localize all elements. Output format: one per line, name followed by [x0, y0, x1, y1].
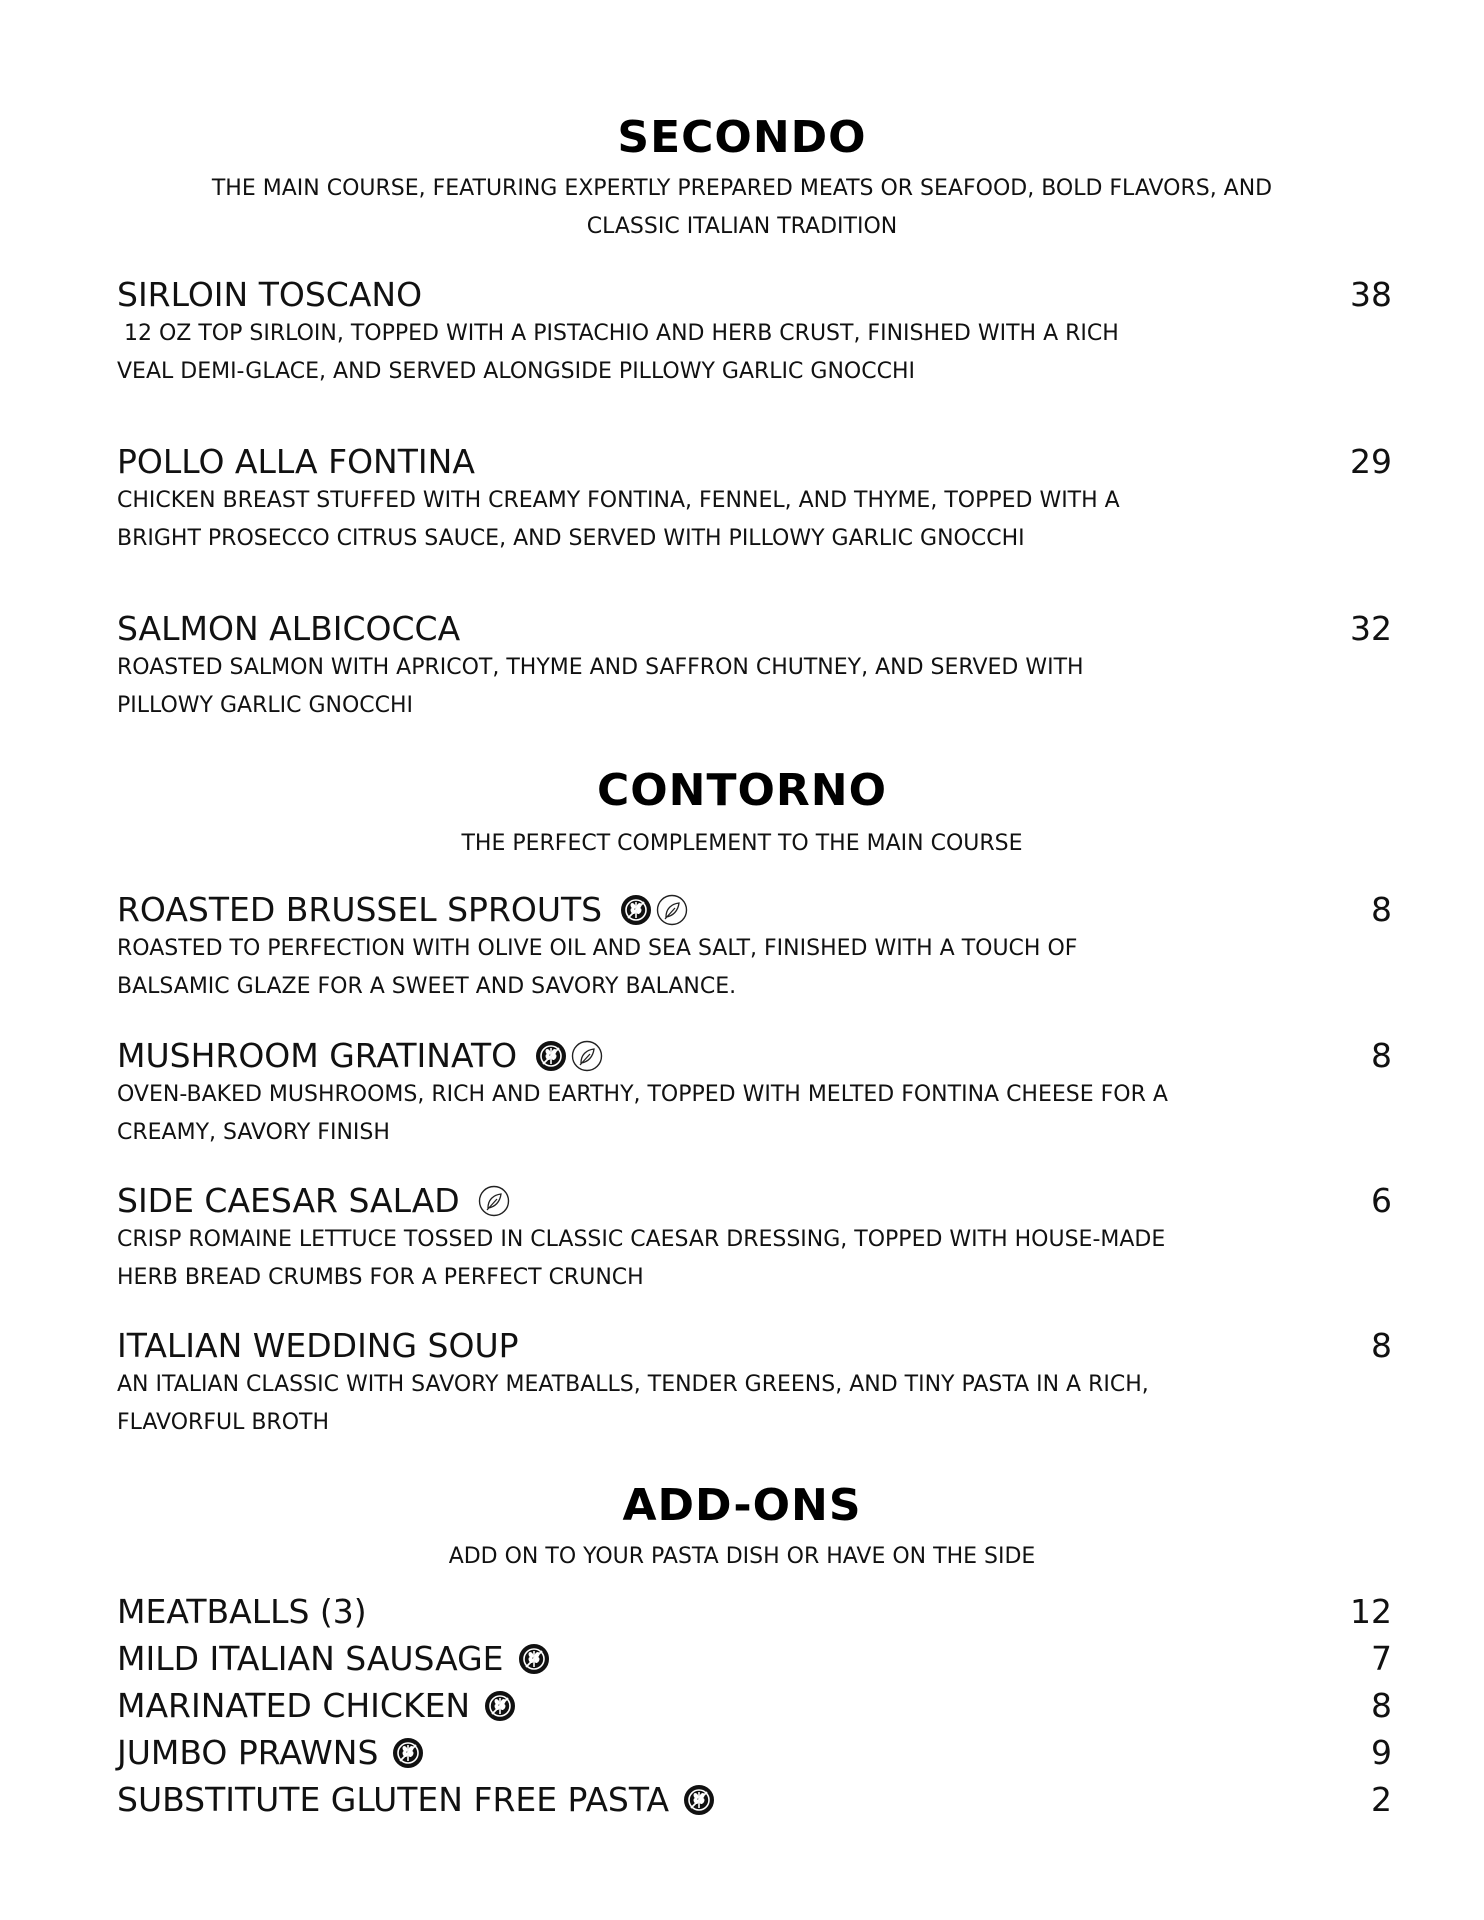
item-price: 6 — [1371, 1181, 1392, 1220]
menu-item-pollo-alla-fontina — [117, 442, 1392, 558]
item-price: 8 — [1371, 1686, 1392, 1725]
section-title-contorno: CONTORNO — [596, 765, 888, 816]
gluten-free-icon — [620, 894, 652, 926]
dietary-icons — [392, 1737, 424, 1769]
item-description: ROASTED SALMON WITH APRICOT, THYME AND SAFFRON CHUTNEY, AND SERVED WITH PILLOWY GARLIC GNOCCHI — [117, 655, 1084, 718]
section-title-secondo: SECONDO — [617, 112, 867, 163]
item-name: SIRLOIN TOSCANO — [117, 275, 423, 314]
item-name: MUSHROOM GRATINATO — [117, 1036, 1392, 1076]
addon-item-marinated-chicken — [117, 1684, 1392, 1728]
dietary-icons — [518, 1643, 550, 1675]
item-price: 8 — [1371, 890, 1392, 929]
item-description: ROASTED TO PERFECTION WITH OLIVE OIL AND SEA SALT, FINISHED WITH A TOUCH OF BALSAMIC GLAZE FOR A SWEET AND SAVORY BALANCE. — [117, 936, 1078, 999]
item-name: MEATBALLS (3) — [117, 1592, 367, 1631]
gluten-free-icon — [392, 1737, 424, 1769]
vegetarian-icon — [571, 1040, 603, 1072]
section-subtitle-secondo: THE MAIN COURSE, FEATURING EXPERTLY PREPARED MEATS OR SEAFOOD, BOLD FLAVORS, AND CLASSIC ITALIAN TRADITION — [211, 176, 1273, 239]
item-name: SALMON ALBICOCCA — [117, 609, 461, 648]
section-subtitle-addons: ADD ON TO YOUR PASTA DISH OR HAVE ON THE SIDE — [448, 1544, 1036, 1569]
item-name: SUBSTITUTE GLUTEN FREE PASTA — [117, 1778, 1392, 1822]
item-price: 7 — [1371, 1639, 1392, 1678]
dietary-icons — [484, 1690, 516, 1722]
gluten-free-icon — [535, 1040, 567, 1072]
item-price: 2 — [1371, 1780, 1392, 1819]
gluten-free-icon — [484, 1690, 516, 1722]
item-price: 38 — [1350, 275, 1392, 314]
item-name: SIDE CAESAR SALAD — [117, 1181, 1392, 1221]
vegetarian-icon — [656, 894, 688, 926]
menu-item-sirloin-toscano — [117, 275, 1392, 391]
item-name: ROASTED BRUSSEL SPROUTS — [117, 890, 1392, 930]
gluten-free-icon — [518, 1643, 550, 1675]
item-name: MILD ITALIAN SAUSAGE — [117, 1637, 1392, 1681]
item-name: JUMBO PRAWNS — [117, 1731, 1392, 1775]
item-price: 9 — [1371, 1733, 1392, 1772]
item-name: MARINATED CHICKEN — [117, 1684, 1392, 1728]
gluten-free-icon — [683, 1784, 715, 1816]
item-price: 32 — [1350, 609, 1392, 648]
addon-item-substitute-gluten-free-pasta — [117, 1778, 1392, 1822]
dietary-icons — [620, 894, 688, 926]
menu-item-mushroom-gratinato — [117, 1036, 1392, 1152]
menu-item-salmon-albicocca — [117, 609, 1392, 725]
item-name: POLLO ALLA FONTINA — [117, 442, 475, 481]
item-price: 8 — [1371, 1036, 1392, 1075]
addon-item-jumbo-prawns — [117, 1731, 1392, 1775]
dietary-icons — [683, 1784, 715, 1816]
item-price: 29 — [1350, 442, 1392, 481]
menu-item-side-caesar-salad — [117, 1181, 1392, 1297]
item-name: ITALIAN WEDDING SOUP — [117, 1326, 519, 1365]
item-description: CHICKEN BREAST STUFFED WITH CREAMY FONTINA, FENNEL, AND THYME, TOPPED WITH A BRIGHT PROSECCO CITRUS SAUCE, AND SERVED WITH PILLOWY GARLIC GNOCCHI — [117, 488, 1120, 551]
item-description: AN ITALIAN CLASSIC WITH SAVORY MEATBALLS, TENDER GREENS, AND TINY PASTA IN A RICH, FLAVORFUL BROTH — [117, 1372, 1149, 1435]
menu-item-italian-wedding-soup — [117, 1326, 1392, 1442]
item-description: OVEN-BAKED MUSHROOMS, RICH AND EARTHY, TOPPED WITH MELTED FONTINA CHEESE FOR A CREAMY, SAVORY FINISH — [117, 1082, 1168, 1145]
item-price: 8 — [1371, 1326, 1392, 1365]
item-description: CRISP ROMAINE LETTUCE TOSSED IN CLASSIC CAESAR DRESSING, TOPPED WITH HOUSE-MADE HERB BREAD CRUMBS FOR A PERFECT CRUNCH — [117, 1227, 1166, 1290]
section-subtitle-contorno: THE PERFECT COMPLEMENT TO THE MAIN COURSE — [461, 831, 1023, 856]
addon-item-meatballs — [117, 1590, 1392, 1634]
menu-item-roasted-brussel-sprouts — [117, 890, 1392, 1006]
section-title-addons: ADD-ONS — [622, 1480, 862, 1531]
item-description: 12 OZ TOP SIRLOIN, TOPPED WITH A PISTACHIO AND HERB CRUST, FINISHED WITH A RICH VEAL DEMI-GLACE, AND SERVED ALONGSIDE PILLOWY GARLIC GNOCCHI — [117, 321, 1126, 384]
dietary-icons — [478, 1185, 510, 1217]
dietary-icons — [535, 1040, 603, 1072]
item-price: 12 — [1350, 1592, 1392, 1631]
addon-item-mild-italian-sausage — [117, 1637, 1392, 1681]
vegetarian-icon — [478, 1185, 510, 1217]
